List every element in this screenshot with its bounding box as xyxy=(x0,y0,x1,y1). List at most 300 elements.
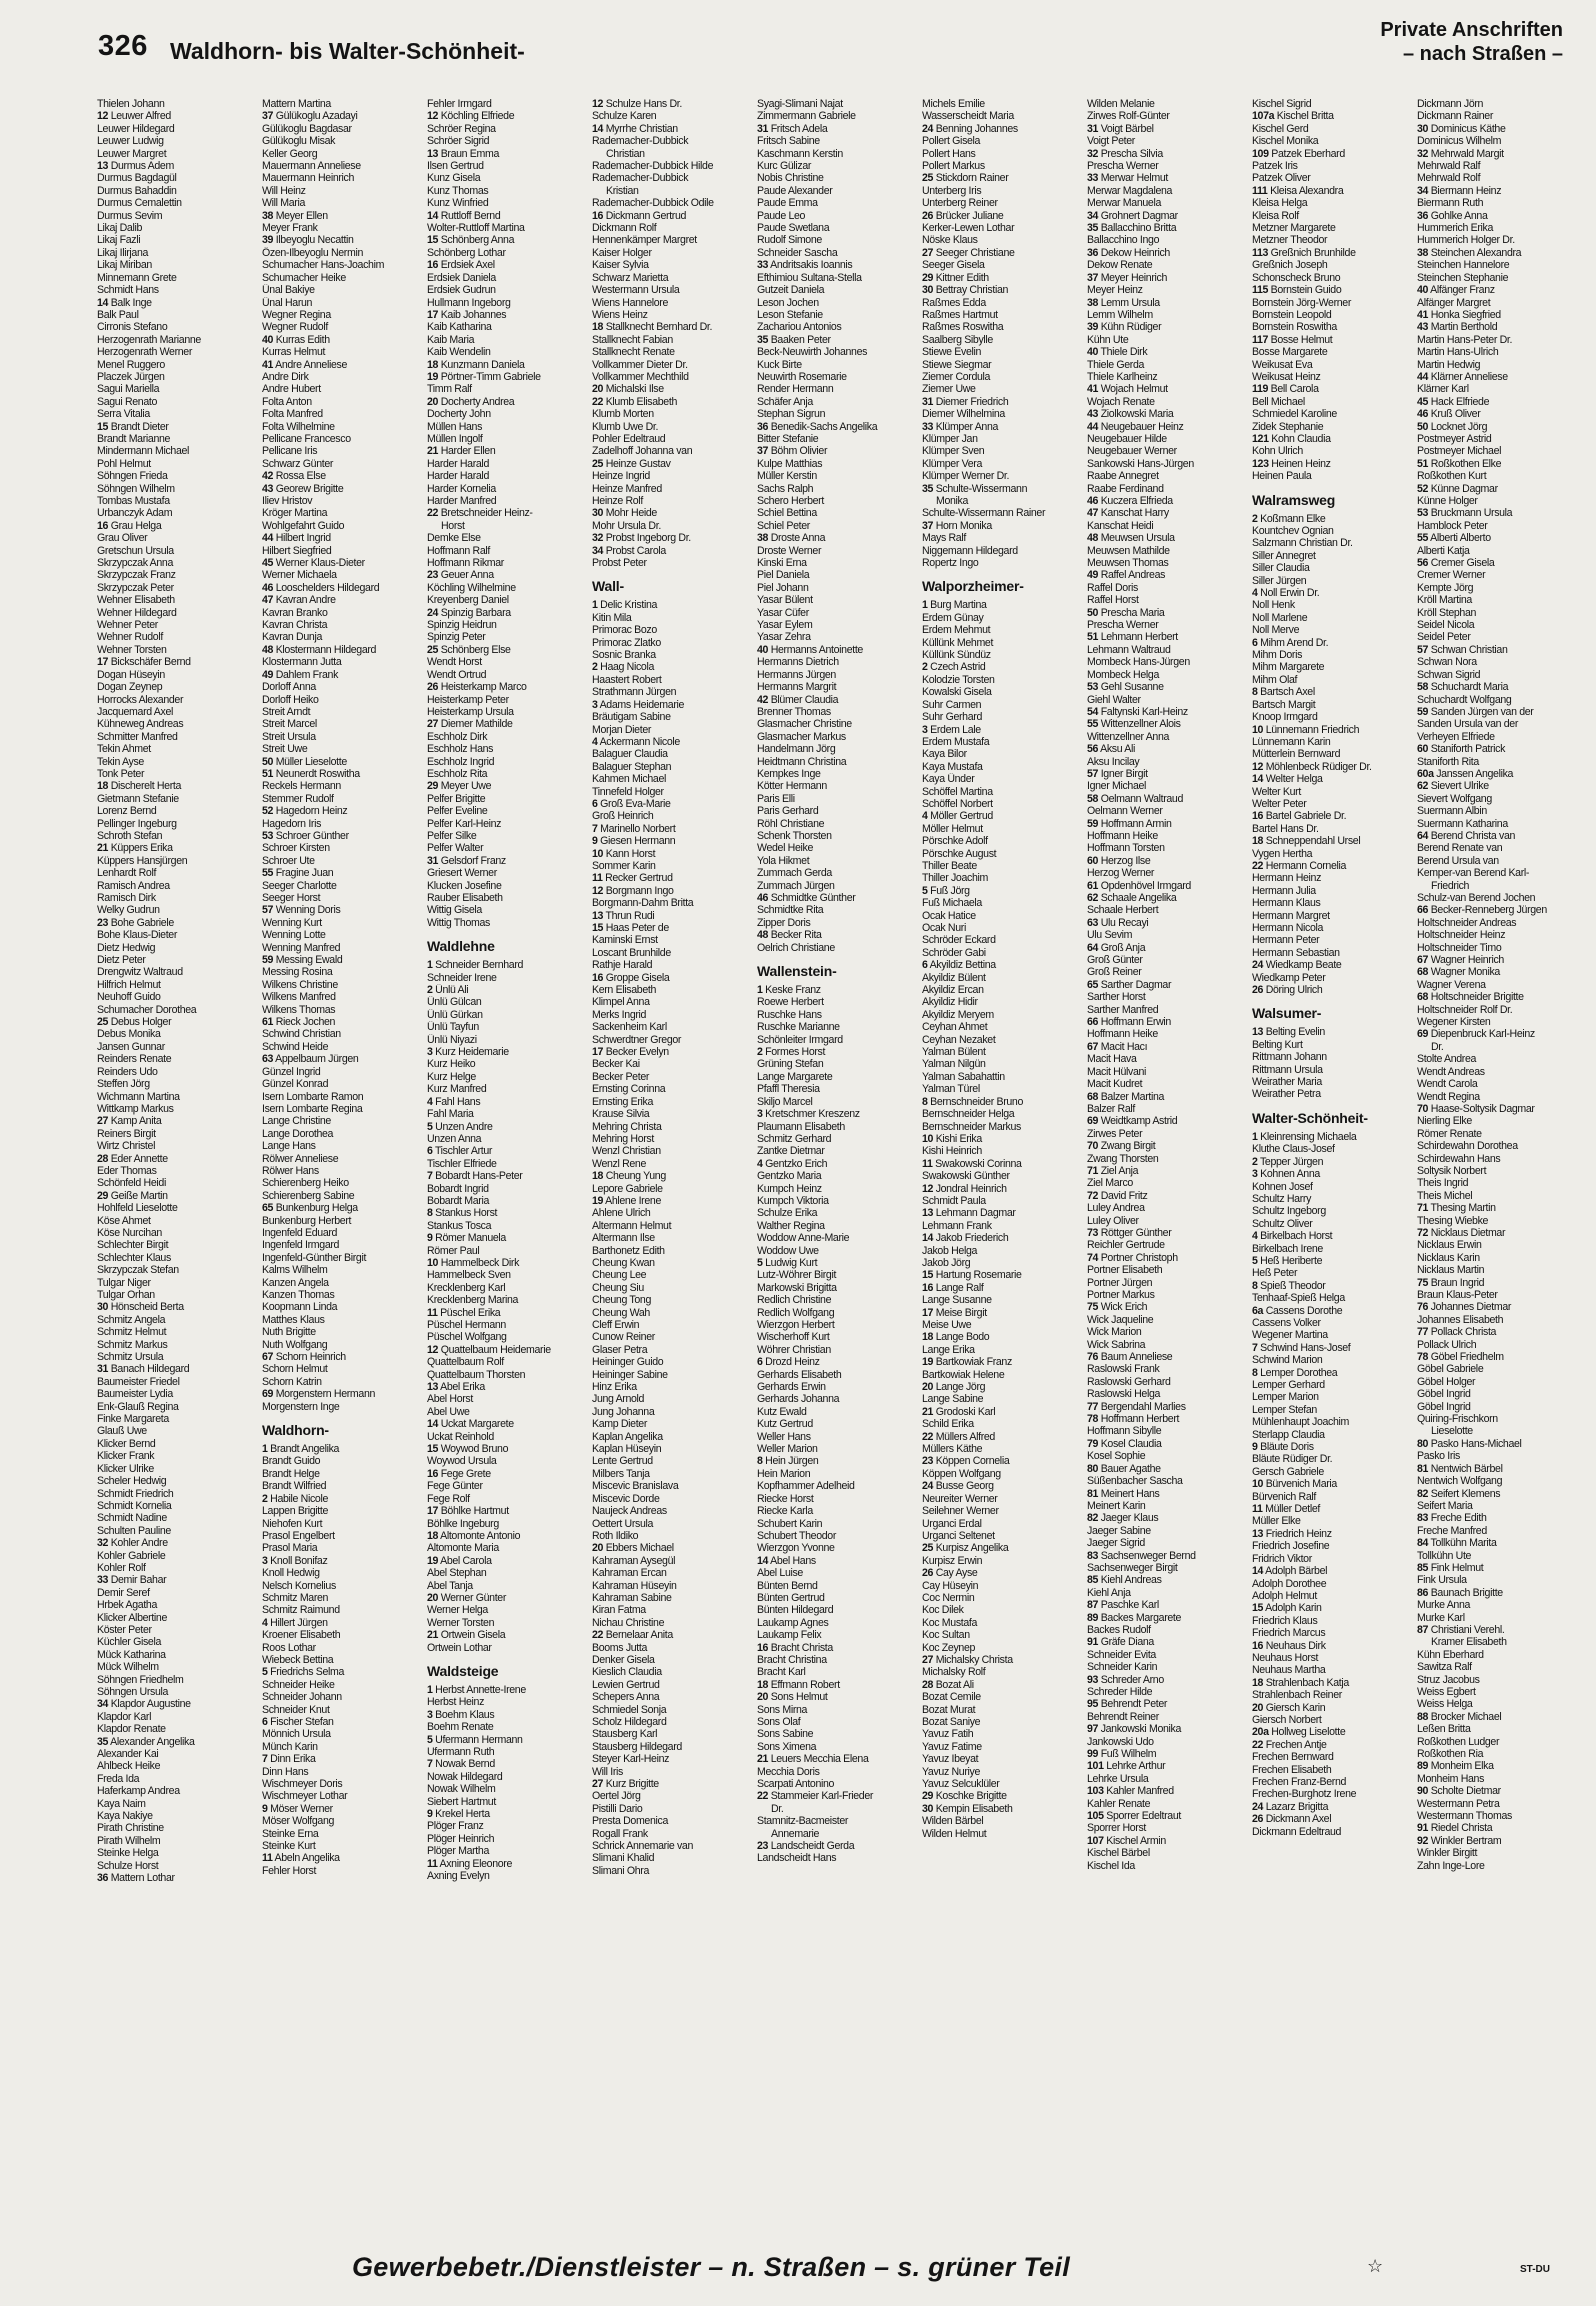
resident-name: Siller Annegret xyxy=(1252,549,1316,562)
resident-name: Heinze Gustav xyxy=(605,457,671,470)
resident-name: Lewien Gertrud xyxy=(592,1678,660,1691)
resident-name: Leuwer Ludwig xyxy=(97,135,164,148)
listing-entry xyxy=(97,1785,262,1797)
resident-name: Dinn Hans xyxy=(262,1765,309,1778)
listing-entry xyxy=(262,247,427,259)
listing-entry xyxy=(757,259,922,271)
resident-name: Köppen Cornelia xyxy=(935,1455,1010,1468)
resident-name: Wick Marion xyxy=(1087,1326,1142,1339)
resident-name: Rieck Jochen xyxy=(275,1016,336,1029)
resident-name: Gersch Gabriele xyxy=(1252,1465,1324,1478)
house-number: 86 xyxy=(1417,1586,1429,1599)
listing-entry xyxy=(757,1369,922,1381)
house-number: 10 xyxy=(427,1256,439,1269)
resident-name: Köse Nurcihan xyxy=(97,1226,162,1239)
resident-name: Klärner Anneliese xyxy=(1430,370,1508,383)
resident-name: Plaumann Elisabeth xyxy=(757,1120,845,1133)
listing-entry xyxy=(262,1642,427,1654)
resident-name: Looschelders Hildegard xyxy=(275,581,380,594)
resident-name: Weiss Egbert xyxy=(1417,1686,1476,1698)
resident-name: Hoffmann Erwin xyxy=(1100,1016,1171,1029)
house-number: 66 xyxy=(1087,1016,1099,1029)
listing-entry xyxy=(757,984,922,996)
listing-entry xyxy=(262,594,427,606)
listing-entry xyxy=(592,835,757,847)
house-number: 17 xyxy=(427,308,439,321)
resident-name: Eschholz Ingrid xyxy=(427,755,495,768)
house-number: 22 xyxy=(592,1629,604,1642)
house-number: 49 xyxy=(1087,569,1099,582)
resident-name: Merwar Magdalena xyxy=(1087,184,1173,197)
listing-entry xyxy=(1087,1066,1252,1078)
listing-entry xyxy=(922,1542,1087,1554)
resident-name: Glauß Uwe xyxy=(97,1425,147,1438)
listing-entry xyxy=(262,371,427,383)
listing-entry xyxy=(97,197,262,209)
listing-entry xyxy=(1417,1115,1563,1127)
house-number: 63 xyxy=(262,1053,274,1066)
listing-entry xyxy=(1417,669,1563,681)
listing-entry xyxy=(1252,408,1417,420)
resident-name: Lehmann Waltraud xyxy=(1087,643,1171,656)
house-number: 4 xyxy=(1252,587,1258,600)
listing-entry xyxy=(262,1277,427,1289)
resident-name: Barthonetz Edith xyxy=(592,1244,665,1257)
listing-entry xyxy=(427,321,592,333)
listing-entry xyxy=(427,607,592,619)
resident-name: Kroener Elisabeth xyxy=(262,1629,341,1642)
listing-entry xyxy=(592,247,757,259)
listing-entry xyxy=(757,1691,922,1703)
listing-entry xyxy=(922,1468,1087,1480)
resident-name: Hermann Heinz xyxy=(1252,872,1322,885)
resident-name: Kohnen Anna xyxy=(1260,1168,1320,1181)
listing-entry xyxy=(262,284,427,296)
resident-name: Zwang Thorsten xyxy=(1087,1152,1159,1165)
house-number: 13 xyxy=(1252,1026,1264,1039)
listing-entry xyxy=(592,1021,757,1033)
resident-name: Steinchen Alexandra xyxy=(1430,246,1522,259)
listing-entry xyxy=(427,1820,592,1832)
listing-entry xyxy=(262,110,427,122)
house-number: 1 xyxy=(922,599,928,612)
resident-name: Stausberg Hildegard xyxy=(592,1740,682,1753)
resident-name: Adolph Karin xyxy=(1265,1602,1322,1615)
listing-entry xyxy=(1417,1215,1563,1227)
listing-entry xyxy=(592,557,757,569)
listing-entry xyxy=(757,1704,922,1716)
listing-entry xyxy=(1417,1624,1563,1636)
listing-entry xyxy=(1417,1661,1563,1673)
resident-name: Bobardt Hans-Peter xyxy=(435,1170,523,1183)
listing-entry xyxy=(262,1555,427,1567)
listing-entry xyxy=(1417,1574,1563,1586)
listing-entry xyxy=(757,929,922,941)
resident-name: Cheung Yung xyxy=(605,1170,666,1183)
resident-name: Schumacher Heike xyxy=(262,271,346,284)
resident-name: Ernsting Erika xyxy=(592,1095,654,1108)
resident-name: Raffel Doris xyxy=(1087,581,1138,594)
resident-name: Braun Klaus-Peter xyxy=(1417,1289,1498,1301)
listing-entry xyxy=(427,520,592,532)
house-number: 45 xyxy=(1417,395,1429,408)
resident-name: Raffel Horst xyxy=(1087,594,1139,607)
house-number: 111 xyxy=(1252,184,1268,197)
resident-name: Kurz Heiko xyxy=(427,1058,476,1071)
listing-entry xyxy=(262,1790,427,1802)
listing-entry xyxy=(97,1798,262,1810)
listing-entry xyxy=(592,297,757,309)
resident-name: Ernsting Corinna xyxy=(592,1083,666,1096)
listing-entry xyxy=(757,942,922,954)
listing-entry xyxy=(1417,954,1563,966)
resident-name: Slimani Khalid xyxy=(592,1852,655,1865)
house-number: 30 xyxy=(922,284,934,297)
listing-entry xyxy=(1087,1363,1252,1375)
listing-entry xyxy=(922,483,1087,495)
resident-name: Eschholz Dirk xyxy=(427,730,488,743)
resident-name: Droste Anna xyxy=(770,532,826,545)
resident-name: Mattern Lothar xyxy=(110,1872,175,1885)
house-number: 69 xyxy=(1417,1028,1429,1041)
resident-name: Hillert Jürgen xyxy=(270,1616,328,1629)
resident-name: Giehl Walter xyxy=(1087,693,1141,706)
listing-entry xyxy=(262,756,427,768)
listing-entry xyxy=(427,1369,592,1381)
listing-entry xyxy=(757,718,922,730)
resident-name: Lappen Brigitte xyxy=(262,1505,329,1518)
listing-entry xyxy=(1087,1326,1252,1338)
resident-name: Wierzgon Herbert xyxy=(757,1319,835,1331)
resident-name: Bobardt Ingrid xyxy=(427,1182,489,1195)
resident-name: Laukamp Agnes xyxy=(757,1616,829,1629)
house-number: 17 xyxy=(592,1046,604,1059)
resident-name: Koschke Brigitte xyxy=(935,1790,1007,1803)
listing-entry xyxy=(592,1431,757,1443)
listing-entry xyxy=(427,731,592,743)
resident-name: Gohlke Anna xyxy=(1430,209,1488,222)
listing-entry xyxy=(922,1766,1087,1778)
listing-entry xyxy=(1417,1301,1563,1313)
listing-entry xyxy=(1252,1702,1417,1714)
resident-name: Bünten Bernd xyxy=(757,1579,818,1592)
house-number: 3 xyxy=(757,1108,763,1121)
footer-star-mark: ☆ xyxy=(1367,2256,1384,2276)
house-number: 16 xyxy=(427,1467,439,1480)
listing-entry xyxy=(922,897,1087,909)
directory-column xyxy=(922,98,1087,2210)
resident-name: Bracht Karl xyxy=(757,1666,806,1679)
resident-name: Soltysik Norbert xyxy=(1417,1164,1487,1177)
resident-name: Schönleiter Irmgard xyxy=(757,1033,843,1046)
listing-entry xyxy=(427,1771,592,1783)
resident-name: Abel Uwe xyxy=(427,1405,470,1418)
listing-entry xyxy=(1087,1227,1252,1239)
resident-name: Ingenfeld-Günther Birgit xyxy=(262,1251,367,1264)
resident-name: Heininger Guido xyxy=(592,1356,664,1369)
listing-entry xyxy=(757,1468,922,1480)
house-number: 3 xyxy=(1252,1168,1258,1181)
resident-name: Jakob Friederich xyxy=(935,1232,1009,1245)
listing-entry xyxy=(922,1257,1087,1269)
resident-name: Cassens Dorothe xyxy=(1265,1304,1343,1317)
resident-name: Hoffmann Sibylle xyxy=(1087,1425,1162,1438)
listing-entry xyxy=(1087,1190,1252,1202)
house-number: 13 xyxy=(922,1207,934,1220)
listing-entry xyxy=(1087,1785,1252,1797)
resident-name: Sachsenweger Birgit xyxy=(1087,1561,1178,1574)
listing-entry xyxy=(757,1418,922,1430)
listing-entry xyxy=(592,1319,757,1331)
house-number: 117 xyxy=(1252,333,1269,346)
listing-entry xyxy=(1252,197,1417,209)
listing-entry xyxy=(922,1331,1087,1343)
listing-entry xyxy=(1417,210,1563,222)
listing-entry xyxy=(1417,1723,1563,1735)
resident-name: Wilkens Thomas xyxy=(262,1003,336,1016)
resident-name: Annemarie xyxy=(771,1827,820,1840)
listing-entry xyxy=(1087,1550,1252,1562)
resident-name: Yasar Cüfer xyxy=(757,606,809,619)
resident-name: Vollkammer Dieter Dr. xyxy=(592,358,688,371)
listing-entry xyxy=(1087,892,1252,904)
resident-name: Schlechter Birgit xyxy=(97,1239,169,1252)
resident-name: Meuwsen Mathilde xyxy=(1087,544,1170,557)
listing-entry xyxy=(757,135,922,147)
resident-name: Wirtz Christel xyxy=(97,1140,156,1153)
listing-entry xyxy=(922,786,1087,798)
resident-name: Nelsch Kornelius xyxy=(262,1579,336,1592)
resident-name: Roos Lothar xyxy=(262,1641,316,1654)
resident-name: Hermann Sebastian xyxy=(1252,946,1340,959)
listing-entry xyxy=(262,1815,427,1827)
house-number: 72 xyxy=(1087,1189,1099,1202)
listing-entry xyxy=(1252,1826,1417,1838)
resident-name: Kohn Ulrich xyxy=(1252,445,1303,458)
listing-entry xyxy=(427,1431,592,1443)
listing-entry xyxy=(262,991,427,1003)
resident-name: Reiners Birgit xyxy=(97,1127,156,1140)
listing-entry xyxy=(427,1232,592,1244)
listing-entry xyxy=(1252,1329,1417,1341)
listing-entry xyxy=(427,1642,592,1654)
listing-entry xyxy=(427,1518,592,1530)
listing-entry xyxy=(592,1480,757,1492)
listing-entry xyxy=(592,996,757,1008)
resident-name: Bartsch Margit xyxy=(1252,698,1316,711)
listing-entry xyxy=(262,1041,427,1053)
resident-name: Presta Domenica xyxy=(592,1815,669,1828)
resident-name: Patzek Eberhard xyxy=(1271,147,1345,160)
listing-entry xyxy=(97,396,262,408)
resident-name: Ocak Nuri xyxy=(922,922,966,934)
house-number: 11 xyxy=(427,1306,438,1319)
house-number: 35 xyxy=(97,1735,109,1748)
resident-name: Zidek Stephanie xyxy=(1252,420,1324,433)
listing-entry xyxy=(922,234,1087,246)
resident-name: Iliev Hristov xyxy=(262,495,313,507)
house-number: 39 xyxy=(1087,321,1099,334)
resident-name: Pelfer Silke xyxy=(427,829,477,842)
house-number: 15 xyxy=(427,234,439,247)
resident-name: Müllers Käthe xyxy=(922,1443,983,1456)
listing-entry xyxy=(1087,1661,1252,1673)
house-number: 15 xyxy=(922,1269,934,1282)
listing-entry xyxy=(922,1207,1087,1219)
house-number: 4 xyxy=(922,810,928,823)
house-number: 46 xyxy=(1417,408,1429,421)
listing-entry xyxy=(592,947,757,959)
listing-entry xyxy=(592,1666,757,1678)
resident-name: Lehmann Dagmar xyxy=(935,1207,1016,1220)
listing-entry xyxy=(1087,1252,1252,1264)
resident-name: Belting Evelin xyxy=(1265,1026,1325,1039)
listing-entry xyxy=(1252,1615,1417,1627)
listing-entry xyxy=(1252,272,1417,284)
listing-entry xyxy=(757,1183,922,1195)
listing-entry xyxy=(1087,1711,1252,1723)
resident-name: Ünal Bakiye xyxy=(262,284,315,297)
listing-entry xyxy=(592,1493,757,1505)
resident-name: Enk-Glauß Regina xyxy=(97,1400,179,1413)
resident-name: Lenhardt Rolf xyxy=(97,867,157,880)
resident-name: Nowak Wilhelm xyxy=(427,1783,496,1796)
house-number: 5 xyxy=(262,1666,268,1679)
listing-entry xyxy=(97,1574,262,1586)
resident-name: Wendt Regina xyxy=(1417,1090,1480,1103)
listing-entry xyxy=(757,1505,922,1517)
resident-name: Rittmann Johann xyxy=(1252,1051,1327,1064)
listing-entry xyxy=(592,272,757,284)
resident-name: Ufermann Hermann xyxy=(435,1733,523,1746)
listing-entry xyxy=(1417,694,1563,706)
listing-entry xyxy=(1087,1463,1252,1475)
listing-entry xyxy=(427,507,592,519)
resident-name: Akyildiz Meryem xyxy=(922,1008,994,1021)
house-number: 113 xyxy=(1252,246,1269,259)
listing-entry xyxy=(1252,1026,1417,1038)
listing-entry xyxy=(1417,284,1563,296)
resident-name: Nicklaus Dietmar xyxy=(1430,1226,1506,1239)
resident-name: Ruschke Hans xyxy=(757,1008,822,1021)
listing-entry xyxy=(592,222,757,234)
listing-entry xyxy=(97,793,262,805)
resident-name: Appelbaum Jürgen xyxy=(275,1053,359,1066)
listing-entry xyxy=(97,1277,262,1289)
house-number: 46 xyxy=(757,892,769,904)
listing-entry xyxy=(1087,148,1252,160)
house-number: 27 xyxy=(922,1653,934,1666)
resident-name: Hoffmann Heike xyxy=(1087,1028,1158,1041)
listing-entry xyxy=(1417,297,1563,309)
listing-entry xyxy=(1417,408,1563,420)
house-number: 83 xyxy=(1417,1512,1429,1525)
listing-entry xyxy=(1087,445,1252,457)
resident-name: Klärner Karl xyxy=(1417,383,1469,396)
resident-name: Eschholz Rita xyxy=(427,767,488,780)
listing-entry xyxy=(757,656,922,668)
listing-entry xyxy=(922,1021,1087,1033)
listing-entry xyxy=(1252,786,1417,798)
house-number: 40 xyxy=(1417,284,1429,297)
listing-entry xyxy=(1087,272,1252,284)
resident-name: Ziemer Uwe xyxy=(922,383,976,396)
listing-entry xyxy=(1087,1822,1252,1834)
listing-entry xyxy=(1252,599,1417,611)
resident-name: Kaya Naim xyxy=(97,1797,146,1810)
resident-name: Hoffmann Herbert xyxy=(1100,1413,1180,1426)
listing-entry xyxy=(97,694,262,706)
listing-entry xyxy=(97,520,262,532)
resident-name: Theis Michel xyxy=(1417,1189,1473,1202)
listing-entry xyxy=(1087,1289,1252,1301)
house-number: 44 xyxy=(1087,420,1099,433)
house-number: 75 xyxy=(1417,1276,1429,1289)
listing-entry xyxy=(757,1071,922,1083)
resident-name: Adolph Bärbel xyxy=(1265,1565,1328,1578)
resident-name: Docherty Andrea xyxy=(440,395,515,408)
listing-entry xyxy=(1087,1028,1252,1040)
listing-entry xyxy=(922,922,1087,934)
listing-entry xyxy=(1087,532,1252,544)
listing-entry xyxy=(592,599,757,611)
resident-name: Neuhaus Horst xyxy=(1252,1651,1319,1664)
house-number: 42 xyxy=(757,693,769,706)
resident-name: Efthimiou Sultana-Stella xyxy=(757,271,862,284)
listing-entry xyxy=(427,1257,592,1269)
resident-name: Zimmermann Gabriele xyxy=(757,110,856,123)
listing-entry xyxy=(427,1381,592,1393)
resident-name: Pohl Helmut xyxy=(97,457,151,470)
resident-name: Jondral Heinrich xyxy=(935,1182,1007,1195)
house-number: 77 xyxy=(1417,1326,1429,1339)
house-number: 32 xyxy=(592,532,604,545)
listing-entry xyxy=(1087,1612,1252,1624)
house-number: 1 xyxy=(1252,1130,1258,1143)
resident-name: David Fritz xyxy=(1100,1189,1148,1202)
house-number: 1 xyxy=(427,959,433,972)
listing-entry xyxy=(592,1443,757,1455)
house-number: 59 xyxy=(1087,817,1099,830)
listing-entry xyxy=(97,867,262,879)
resident-name: Bohe Gabriele xyxy=(110,916,174,929)
listing-entry xyxy=(922,1443,1087,1455)
listing-entry xyxy=(592,1331,757,1343)
house-number: 31 xyxy=(757,122,769,135)
listing-entry xyxy=(922,520,1087,532)
resident-name: Söhngen Ursula xyxy=(97,1686,169,1698)
resident-name: Meyer Heinrich xyxy=(1100,271,1168,284)
house-number: 123 xyxy=(1252,457,1269,470)
resident-name: Busse Georg xyxy=(935,1480,994,1493)
house-number: 24 xyxy=(427,606,439,619)
resident-name: Hullmann Ingeborg xyxy=(427,296,511,309)
resident-name: Fege Rolf xyxy=(427,1492,470,1505)
resident-name: Fahl Hans xyxy=(435,1095,481,1108)
listing-entry xyxy=(592,185,757,197)
resident-name: Prasol Engelbert xyxy=(262,1529,335,1542)
listing-entry xyxy=(1252,1788,1417,1800)
listing-entry xyxy=(757,1592,922,1604)
resident-name: Kempin Elisabeth xyxy=(935,1802,1013,1815)
listing-entry xyxy=(922,1220,1087,1232)
resident-name: Wendt Andreas xyxy=(1417,1065,1485,1078)
resident-name: Steinke Erna xyxy=(262,1827,319,1840)
listing-entry xyxy=(757,842,922,854)
listing-entry xyxy=(262,644,427,656)
listing-entry xyxy=(757,1344,922,1356)
resident-name: Birkelbach Horst xyxy=(1260,1230,1333,1243)
